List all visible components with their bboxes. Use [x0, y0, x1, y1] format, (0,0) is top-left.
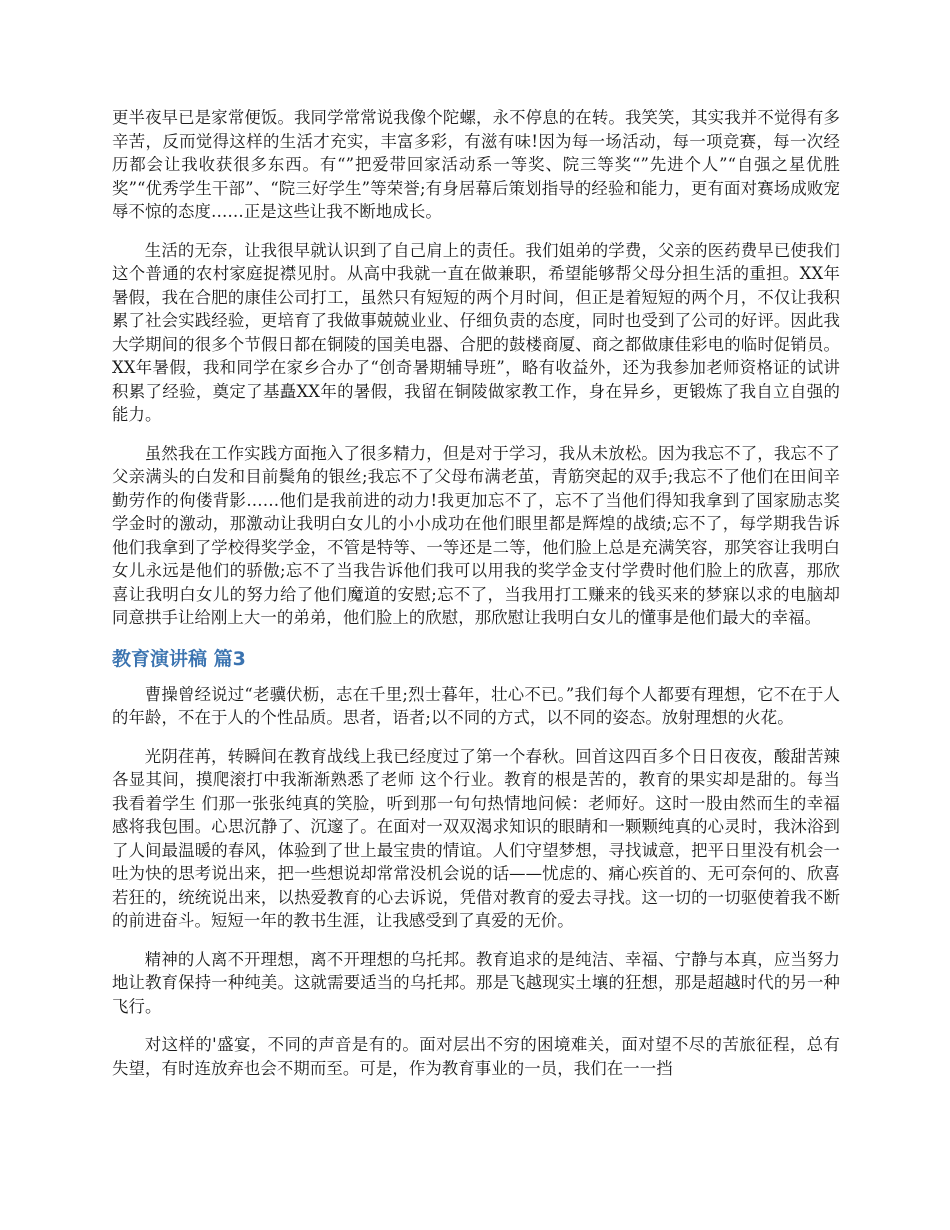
paragraph: 对这样的'盛宴，不同的声音是有的。面对层出不穷的困境难关，面对望不尽的苦旅征程，总有失望，有时连放弃也会不期而至。可是，作为教育事业的一员，我们在一一挡 — [112, 1035, 840, 1078]
paragraph-continuation: 更半夜早已是家常便饭。我同学常常说我像个陀螺，永不停息的在转。我笑笑，其实我并不觉得有多辛苦，反而觉得这样的生活才充实，丰富多彩，有滋有味!因为每一场活动，每一项竞赛，每一次经历都会让我收获很多东西。有“”把爱带回家活动系一等奖、院三等奖“”先进个人”“自强之星优胜奖”“优秀学生干部”、“院三好学生”等荣誉;有身居幕后策划指导的经验和能力，更有面对赛场成败宠辱不惊的态度……正是这些让我不断地成长。 — [112, 108, 840, 221]
paragraph: 精神的人离不开理想，离不开理想的乌托邦。教育追求的是纯洁、幸福、宁静与本真，应当努力地让教育保持一种纯美。这就需要适当的乌托邦。那是飞越现实土壤的狂想，那是超越时代的另一种飞行。 — [112, 949, 840, 1016]
paragraph: 曹操曾经说过“老骥伏枥，志在千里;烈士暮年，壮心不已。”我们每个人都要有理想，它不在于人的年龄，不在于人的个性品质。思者，语者;以不同的方式，以不同的姿态。放射理想的火花。 — [112, 684, 840, 727]
paragraph: 生活的无奈，让我很早就认识到了自己肩上的责任。我们姐弟的学费，父亲的医药费早已使我们这个普通的农村家庭捉襟见肘。从高中我就一直在做兼职，希望能够帮父母分担生活的重担。XX年暑假，我在合肥的康佳公司打工，虽然只有短短的两个月时间，但正是着短短的两个月，不仅让我积累了社会实践经验，更培育了我做事兢兢业业、仔细负责的态度，同时也受到了公司的好评。因此我大学期间的很多个节假日都在铜陵的国美电器、合肥的鼓楼商厦、商之都做康佳彩电的临时促销员。XX年暑假，我和同学在家乡合办了“创奇暑期辅导班”，略有收益外，还为我参加老师资格证的试讲积累了经验，奠定了基矗XX年的暑假，我留在铜陵做家教工作，身在异乡，更锻炼了我自立自强的能力。 — [112, 240, 840, 424]
section-heading: 教育演讲稿 篇3 — [112, 647, 246, 670]
document-page — [112, 106, 840, 1095]
paragraph: 虽然我在工作实践方面拖入了很多精力，但是对于学习，我从未放松。因为我忘不了，我忘不了父亲满头的白发和目前鬓角的银丝;我忘不了父母布满老茧，青筋突起的双手;我忘不了他们在田间辛勤劳作的佝偻背影……他们是我前进的动力!我更加忘不了，忘不了当他们得知我拿到了国家励志奖学金时的激动，那激动让我明白女儿的小小成功在他们眼里都是辉煌的战绩;忘不了，每学期我告诉他们我拿到了学校得奖学金，不管是特等、一等还是二等，他们脸上总是充满笑容，那笑容让我明白女儿永远是他们的骄傲;忘不了当我告诉他们我可以用我的奖学金支付学费时他们脸上的欣喜，那欣喜让我明白女儿的努力给了他们魔道的安慰;忘不了，当我用打工赚来的钱买来的梦寐以求的电脑却同意拱手让给刚上大一的弟弟，他们脸上的欣慰，那欣慰让我明白女儿的懂事是他们最大的幸福。 — [112, 443, 840, 627]
paragraph: 光阴荏苒，转瞬间在教育战线上我已经度过了第一个春秋。回首这四百多个日日夜夜，酸甜苦辣各显其间，摸爬滚打中我渐渐熟悉了老师 这个行业。教育的根是苦的，教育的果实却是甜的。每当我看着学生 们那一张张纯真的笑脸，听到那一句句热情地问候：老师好。这时一股由然而生的幸福感将我包围。心思沉静了、沉邃了。在面对一双双渴求知识的眼睛和一颗颗纯真的心灵时，我沐浴到了人间最温暖的春风，体验到了世上最宝贵的情谊。人们守望梦想，寻找诚意，把平日里没有机会一吐为快的思考说出来，把一些想说却常常没机会说的话——忧虑的、痛心疾首的、无可奈何的、欣喜若狂的，统统说出来，以热爱教育的心去诉说，凭借对教育的爱去寻找。这一切的一切驱使着我不断的前进奋斗。短短一年的教书生涯，让我感受到了真爱的无价。 — [112, 746, 840, 930]
